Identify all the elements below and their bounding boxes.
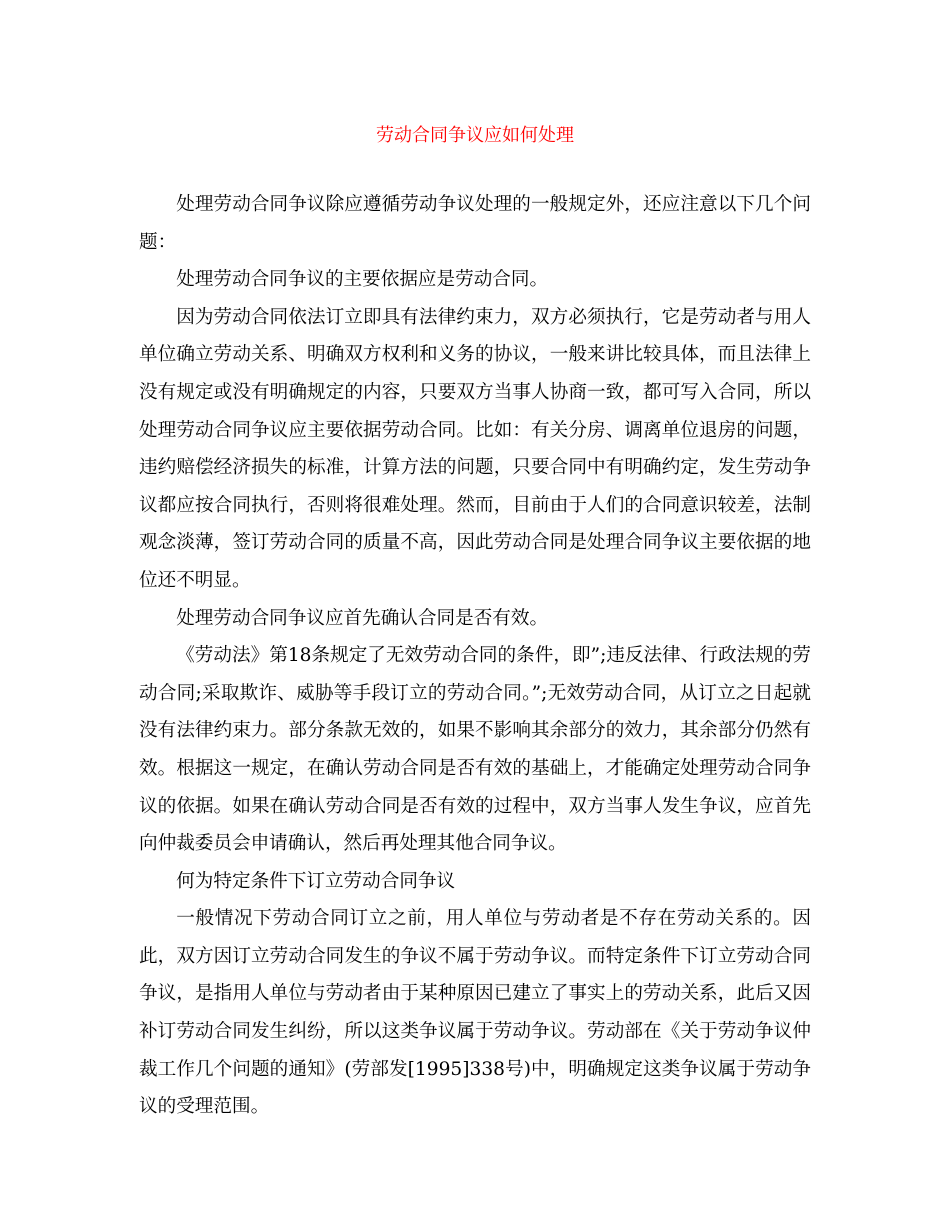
paragraph-validity: 《劳动法》第18条规定了无效劳动合同的条件，即”;违反法律、行政法规的劳动合同;采取欺诈、威胁等手段订立的劳动合同。”;无效劳动合同，从订立之日起就没有法律约束力。部分条款无效的，如果不影响其余部分的效力，其余部分仍然有效。根据这一规定，在确认劳动合同是否有效的基础上，才能确定处理劳动合同争议的依据。如果在确认劳动合同是否有效的过程中，双方当事人发生争议，应首先向仲裁委员会申请确认，然后再处理其他合同争议。: [139, 645, 811, 855]
paragraph-heading-special-conditions: 何为特定条件下订立劳动合同争议: [176, 870, 456, 892]
paragraph-special-conditions: 一般情况下劳动合同订立之前，用人单位与劳动者是不存在劳动关系的。因此，双方因订立劳动合同发生的争议不属于劳动争议。而特定条件下订立劳动合同争议，是指用人单位与劳动者由于某种原因已建立了事实上的劳动关系，此后又因补订劳动合同发生纠纷，所以这类争议属于劳动争议。劳动部在《关于劳动争议仲裁工作几个问题的通知》(劳部发[1995]338号)中，明确规定这类争议属于劳动争议的受理范围。: [139, 908, 811, 1118]
paragraph-heading-validity: 处理劳动合同争议应首先确认合同是否有效。: [176, 607, 549, 629]
paragraph-main-basis: 因为劳动合同依法订立即具有法律约束力，双方必须执行，它是劳动者与用人单位确立劳动关系、明确双方权利和义务的协议，一般来讲比较具体，而且法律上没有规定或没有明确规定的内容，只要双方当事人协商一致，都可写入合同，所以处理劳动合同争议应主要依据劳动合同。比如：有关分房、调离单位退房的问题，违约赔偿经济损失的标准，计算方法的问题，只要合同中有明确约定，发生劳动争议都应按合同执行，否则将很难处理。然而，目前由于人们的合同意识较差，法制观念淡薄，签订劳动合同的质量不高，因此劳动合同是处理合同争议主要依据的地位还不明显。: [139, 306, 811, 591]
document-title: 劳动合同争议应如何处理: [376, 125, 574, 146]
paragraph-intro: 处理劳动合同争议除应遵循劳动争议处理的一般规定外，还应注意以下几个问题：: [139, 194, 811, 253]
paragraph-heading-main-basis: 处理劳动合同争议的主要依据应是劳动合同。: [176, 269, 549, 291]
document-body: [139, 186, 811, 1126]
